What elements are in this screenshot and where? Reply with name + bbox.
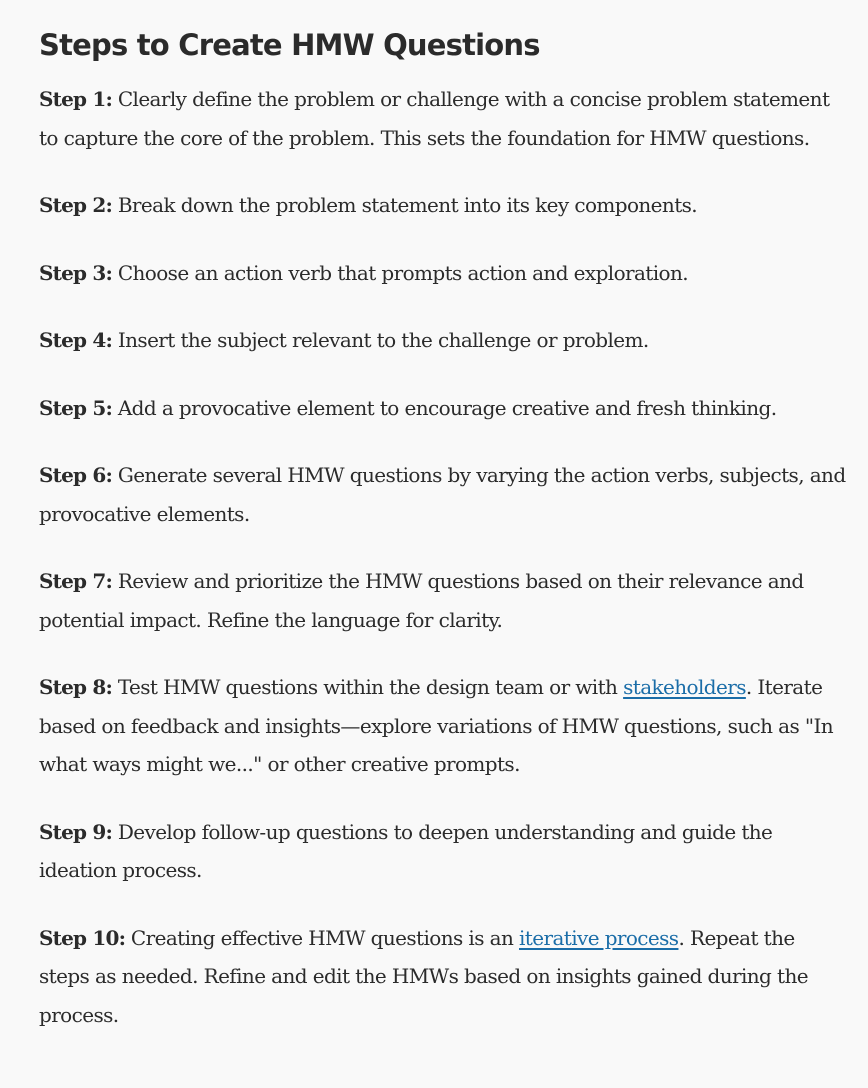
step-3	[39, 254, 848, 293]
step-text-before: Creating effective HMW questions is an	[125, 925, 520, 950]
stakeholders-link[interactable]: stakeholders	[623, 675, 746, 699]
iterative-process-link[interactable]: iterative process	[519, 925, 679, 950]
step-text-before: Test HMW questions within the design team or with	[112, 675, 624, 699]
step-10	[39, 919, 848, 1035]
step-text-after: . Repeat the steps as needed. Refine and edit the HMWs based on insights gained during the process.	[39, 925, 808, 1027]
step-label: Step 10:	[39, 925, 126, 950]
step-text: Clearly define the problem or challenge with a concise problem statement to capture the core of the problem. This sets the foundation for HMW questions.	[39, 87, 830, 150]
step-4	[39, 321, 848, 360]
step-1	[39, 80, 848, 157]
step-label: Step 8:	[39, 675, 113, 699]
step-label: Step 3:	[39, 260, 113, 285]
step-text: Review and prioritize the HMW questions based on their relevance and potential impact. Refine the language for clarity.	[39, 569, 804, 632]
step-text: Develop follow-up questions to deepen understanding and guide the ideation process.	[39, 819, 773, 882]
step-text-after: . Iterate based on feedback and insights—explore variations of HMW questions, such as "In what ways might we..." or other creative prompts.	[39, 675, 834, 776]
step-6	[39, 456, 848, 533]
step-label: Step 6:	[39, 463, 113, 487]
step-text: Choose an action verb that prompts action and exploration.	[112, 260, 689, 285]
step-text: Add a provocative element to encourage creative and fresh thinking.	[112, 395, 777, 420]
step-text: Insert the subject relevant to the challenge or problem.	[112, 328, 649, 352]
step-2	[39, 186, 848, 225]
step-label: Step 9:	[39, 819, 113, 844]
step-label: Step 1:	[39, 87, 113, 111]
step-label: Step 7:	[39, 569, 113, 593]
step-text: Break down the problem statement into its key components.	[112, 193, 698, 217]
step-text: Generate several HMW questions by varying the action verbs, subjects, and provocative elements.	[39, 463, 846, 526]
step-9	[39, 813, 848, 890]
step-5	[39, 389, 848, 428]
step-label: Step 5:	[39, 395, 113, 420]
step-8	[39, 668, 848, 784]
step-label: Step 2:	[39, 193, 113, 217]
step-7	[39, 562, 848, 639]
section-heading: Steps to Create HMW Questions	[39, 28, 540, 62]
step-label: Step 4:	[39, 328, 113, 352]
